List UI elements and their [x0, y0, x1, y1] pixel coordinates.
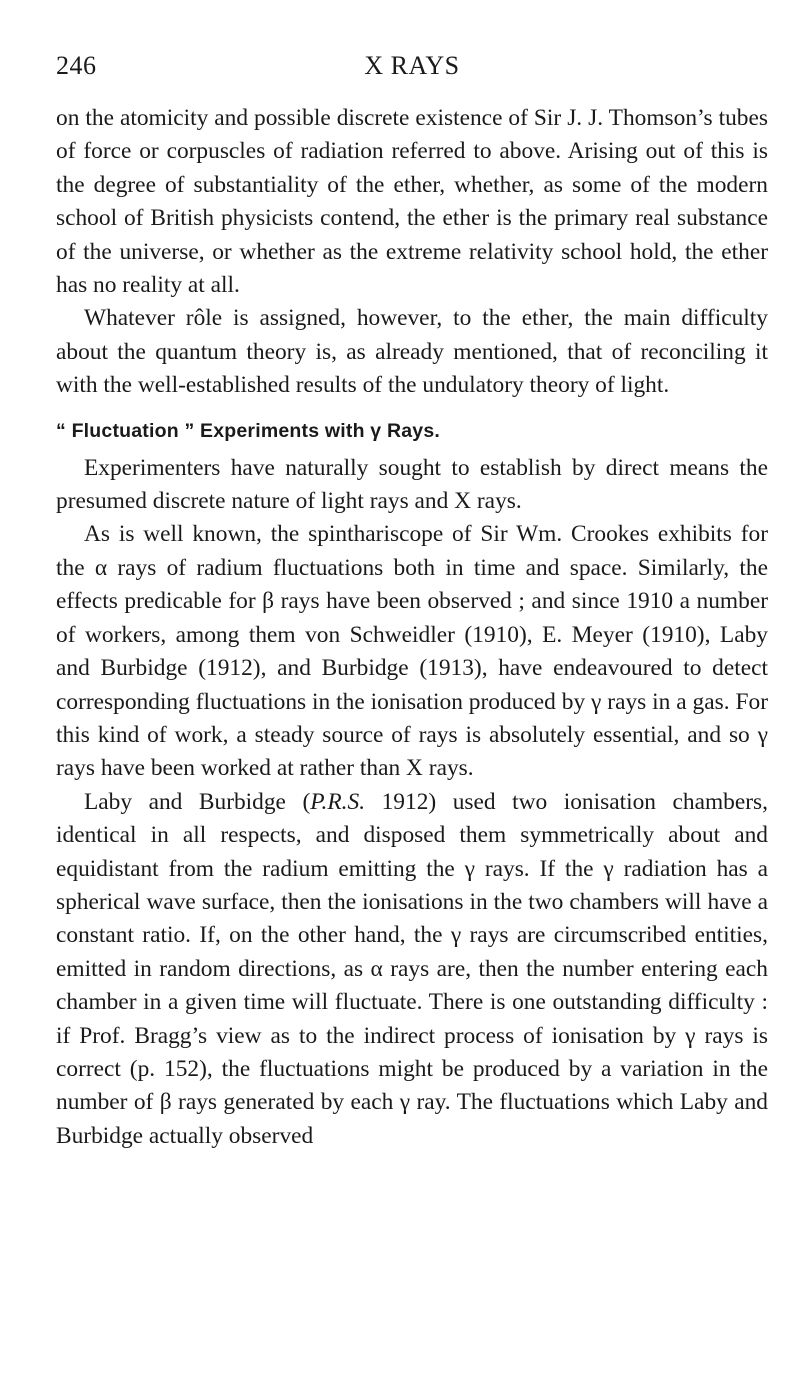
paragraph-text-start: Laby and Burbidge (: [84, 788, 311, 815]
journal-citation: P.R.S.: [310, 788, 366, 815]
paragraph-experimenters: Experimenters have naturally sought to establish by direct means the presumed discrete nature of light rays and X rays.: [56, 454, 768, 515]
paragraph-quantum-difficulty: Whatever rôle is assigned, however, to the ether, the main difficulty about the quantum theory is, as already mentioned, that of reconciling it with the well-established results of the undulatory theory of light.: [56, 305, 768, 399]
body-text: [56, 102, 768, 1153]
paragraph-continued: on the atomicity and possible discrete existence of Sir J. J. Thomson’s tubes of force or corpuscles of radiation referred to above. Arising out of this is the degree of substantiality of the ether, whether, as some of the modern school of British physicists contend, the ether is the primary real substance of the universe, or whether as the extreme relativity school hold, the ether has no reality at all.: [56, 105, 768, 299]
paragraph-spinthariscope: As is well known, the spinthariscope of Sir Wm. Crookes exhibits for the α rays of radium fluctuations both in time and space. Similarly, the effects predicable for β rays have been observed ; and since 1910 a number of workers, among them von Schweidler (1910), E. Meyer (1910), Laby and Burbidge (1912), and Burbidge (1913), have endeavoured to detect corresponding fluctuations in the ionisation produced by γ rays in a gas. For this kind of work, a steady source of rays is absolutely essential, and so γ rays have been worked at rather than X rays.: [56, 521, 768, 782]
page-number: 246: [56, 51, 97, 80]
running-header: [56, 50, 768, 82]
book-page: [56, 50, 768, 1153]
running-title: X RAYS: [364, 51, 460, 80]
paragraph-text-rest: 1912) used two ionisation chambers, identical in all respects, and disposed them symmetrically about and equidistant from the radium emitting the γ rays. If the γ radiation has a spherical wave surface, then the ionisations in the two chambers will have a constant ratio. If, on the other hand, the γ rays are circumscribed entities, emitted in random directions, as α rays are, then the number entering each chamber in a given time will fluctuate. There is one outstanding difficulty : if Prof. Bragg’s view as to the indirect process of ionisation by γ rays is correct (p. 152), the fluctuations might be produced by a variation in the number of β rays generated by each γ ray. The fluctuations which Laby and Burbidge actually observed: [56, 788, 768, 1149]
section-heading: “ Fluctuation ” Experiments with γ Rays.: [56, 419, 440, 442]
paragraph-laby-burbidge: [56, 786, 768, 1153]
